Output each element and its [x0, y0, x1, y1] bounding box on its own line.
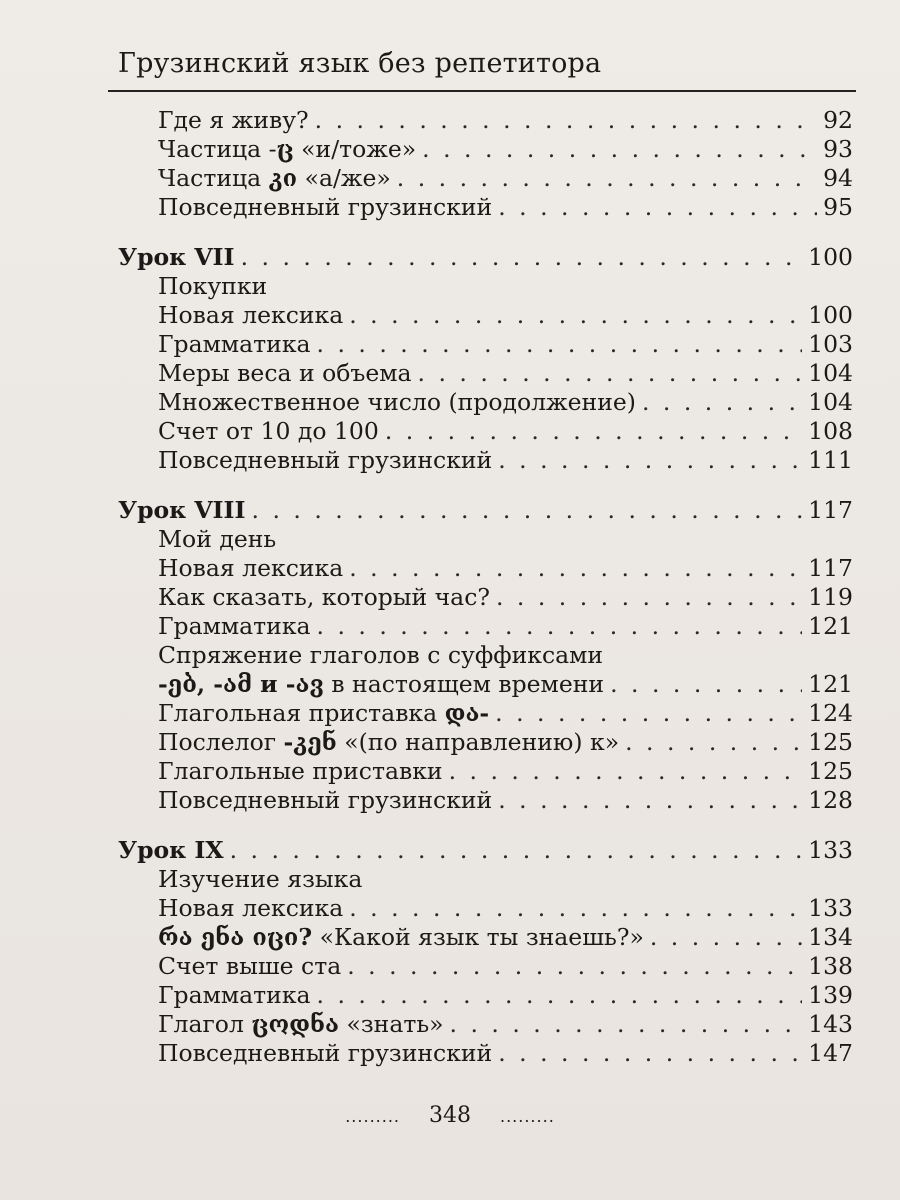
toc-entry	[118, 525, 853, 554]
toc-entry	[118, 388, 853, 417]
toc-page-number: 100	[808, 243, 853, 271]
toc-entry	[118, 981, 853, 1010]
georgian-term: კი	[268, 164, 298, 192]
toc-entry	[118, 446, 853, 475]
toc-entry-title: Множественное число (продолжение)	[158, 388, 636, 416]
toc-entry	[118, 417, 853, 446]
toc-entry	[118, 1010, 853, 1039]
dot-leader	[349, 301, 802, 330]
dot-leader	[422, 135, 817, 164]
toc-entry-title-prefix: Глагол	[158, 1010, 252, 1038]
dot-leader	[349, 894, 802, 923]
toc-page-number: 143	[808, 1010, 853, 1038]
toc-page-number: 111	[808, 446, 853, 474]
toc-entry-title-suffix: «знать»	[339, 1010, 444, 1038]
toc-entry-title: Счет от 10 до 100	[158, 417, 379, 445]
dot-leader	[498, 193, 817, 222]
toc-page-number: 92	[823, 106, 853, 134]
toc-entry	[118, 583, 853, 612]
toc-entry-title	[158, 699, 489, 728]
page-number: 348	[429, 1103, 471, 1128]
toc-entry	[118, 164, 853, 193]
running-head-title: Грузинский язык без репетитора	[118, 48, 602, 79]
toc-page-number: 133	[808, 894, 853, 922]
page-footer	[0, 1103, 900, 1128]
toc-entry-title-prefix: Послелог	[158, 728, 284, 756]
toc-page-number: 128	[808, 786, 853, 814]
toc-page-number: 119	[808, 583, 853, 611]
toc-entry-title: Новая лексика	[158, 301, 344, 329]
toc-entry-title: Повседневный грузинский	[158, 786, 493, 814]
georgian-term: -კენ	[283, 728, 337, 756]
toc-entry-title	[158, 135, 416, 164]
dot-leader	[650, 923, 802, 952]
toc-entry	[118, 670, 853, 699]
toc-entry	[118, 894, 853, 923]
georgian-term: -ებ, -ამ и -ავ	[158, 670, 324, 698]
toc-entry-title: Повседневный грузинский	[158, 193, 493, 221]
footer-ornament-right: .........	[500, 1106, 555, 1126]
toc-entry	[118, 612, 853, 641]
dot-leader	[495, 699, 802, 728]
toc-lesson-heading	[118, 243, 853, 272]
toc-page-number: 104	[808, 388, 853, 416]
toc-entry-title: Где я живу?	[158, 106, 309, 134]
dot-leader	[397, 164, 817, 193]
toc-entry-title-suffix: «(по направлению) к»	[336, 728, 620, 756]
toc-entry-title: Глагольные приставки	[158, 757, 443, 785]
dot-leader	[230, 836, 803, 865]
dot-leader	[625, 728, 802, 757]
toc-entry-title: Новая лексика	[158, 894, 344, 922]
toc-entry	[118, 1039, 853, 1068]
toc-entry-title: Покупки	[158, 272, 268, 300]
toc-entry-title: Меры веса и объема	[158, 359, 412, 387]
toc-entry-title-suffix: в настоящем времени	[323, 670, 605, 698]
toc-entry-title: Спряжение глаголов с суффиксами	[158, 641, 604, 669]
toc-page-number: 104	[808, 359, 853, 387]
georgian-term: რა ენა იცი?	[158, 923, 313, 951]
table-of-contents	[118, 106, 853, 1068]
section-gap	[118, 815, 853, 836]
toc-lesson-heading	[118, 496, 853, 525]
toc-entry	[118, 865, 853, 894]
toc-entry-title	[158, 923, 644, 952]
toc-entry-title-suffix: «и/тоже»	[293, 135, 417, 163]
toc-entry	[118, 699, 853, 728]
toc-entry-title: Новая лексика	[158, 554, 344, 582]
dot-leader	[317, 612, 803, 641]
toc-entry	[118, 757, 853, 786]
dot-leader	[317, 330, 803, 359]
georgian-term: ცოდნა	[251, 1010, 339, 1038]
toc-entry-title-prefix: Частица	[158, 164, 269, 192]
section-gap	[118, 222, 853, 243]
toc-page-number: 125	[808, 728, 853, 756]
toc-entry	[118, 728, 853, 757]
toc-page-number: 93	[823, 135, 853, 163]
toc-page-number: 121	[808, 670, 853, 698]
toc-entry-title: Изучение языка	[158, 865, 363, 893]
toc-page-number: 108	[808, 417, 853, 445]
dot-leader	[241, 243, 803, 272]
toc-page-number: 138	[808, 952, 853, 980]
toc-entry	[118, 272, 853, 301]
georgian-term: და-	[444, 699, 490, 727]
toc-entry	[118, 330, 853, 359]
georgian-term: ც	[276, 135, 294, 163]
toc-entry-title: Как сказать, который час?	[158, 583, 490, 611]
toc-page-number: 121	[808, 612, 853, 640]
toc-entry-title: Мой день	[158, 525, 277, 553]
toc-entry-title: Повседневный грузинский	[158, 1039, 493, 1067]
toc-entry-title: Урок VIII	[118, 496, 246, 524]
toc-entry	[118, 301, 853, 330]
toc-lesson-heading	[118, 836, 853, 865]
dot-leader	[349, 554, 802, 583]
dot-leader	[252, 496, 803, 525]
toc-entry-title: Грамматика	[158, 330, 311, 358]
dot-leader	[315, 106, 817, 135]
toc-entry-title: Повседневный грузинский	[158, 446, 493, 474]
toc-entry-title	[158, 670, 604, 699]
toc-entry	[118, 554, 853, 583]
dot-leader	[496, 583, 802, 612]
toc-page-number: 117	[808, 496, 853, 524]
toc-page-number: 95	[823, 193, 853, 221]
toc-entry	[118, 786, 853, 815]
dot-leader	[449, 757, 803, 786]
toc-entry	[118, 641, 853, 670]
toc-page-number: 117	[808, 554, 853, 582]
toc-entry-title: Урок VII	[118, 243, 235, 271]
dot-leader	[498, 446, 802, 475]
toc-page-number: 100	[808, 301, 853, 329]
dot-leader	[498, 1039, 802, 1068]
dot-leader	[418, 359, 803, 388]
toc-page-number: 134	[808, 923, 853, 951]
toc-entry-title: Урок IX	[118, 836, 224, 864]
dot-leader	[642, 388, 802, 417]
toc-page-number: 124	[808, 699, 853, 727]
toc-entry-title-suffix: «Какой язык ты знаешь?»	[312, 923, 644, 951]
toc-entry	[118, 359, 853, 388]
toc-page-number: 125	[808, 757, 853, 785]
toc-entry	[118, 193, 853, 222]
toc-entry	[118, 135, 853, 164]
toc-entry-title	[158, 164, 391, 193]
toc-entry-title: Счет выше ста	[158, 952, 342, 980]
toc-entry-title: Грамматика	[158, 981, 311, 1009]
dot-leader	[610, 670, 802, 699]
toc-page-number: 133	[808, 836, 853, 864]
section-gap	[118, 475, 853, 496]
toc-entry-title	[158, 728, 619, 757]
toc-entry	[118, 952, 853, 981]
toc-entry-title	[158, 1010, 444, 1039]
dot-leader	[450, 1010, 803, 1039]
toc-page-number: 147	[808, 1039, 853, 1067]
dot-leader	[347, 952, 802, 981]
toc-entry-title-prefix: Частица -	[158, 135, 277, 163]
toc-entry	[118, 106, 853, 135]
dot-leader	[385, 417, 802, 446]
toc-entry-title-suffix: «а/же»	[297, 164, 391, 192]
toc-page-number: 94	[823, 164, 853, 192]
toc-page-number: 139	[808, 981, 853, 1009]
header-rule	[108, 90, 856, 92]
dot-leader	[498, 786, 802, 815]
toc-entry-title-prefix: Глагольная приставка	[158, 699, 445, 727]
toc-entry-title: Грамматика	[158, 612, 311, 640]
dot-leader	[317, 981, 803, 1010]
toc-page-number: 103	[808, 330, 853, 358]
toc-entry	[118, 923, 853, 952]
footer-ornament-left: .........	[345, 1106, 400, 1126]
